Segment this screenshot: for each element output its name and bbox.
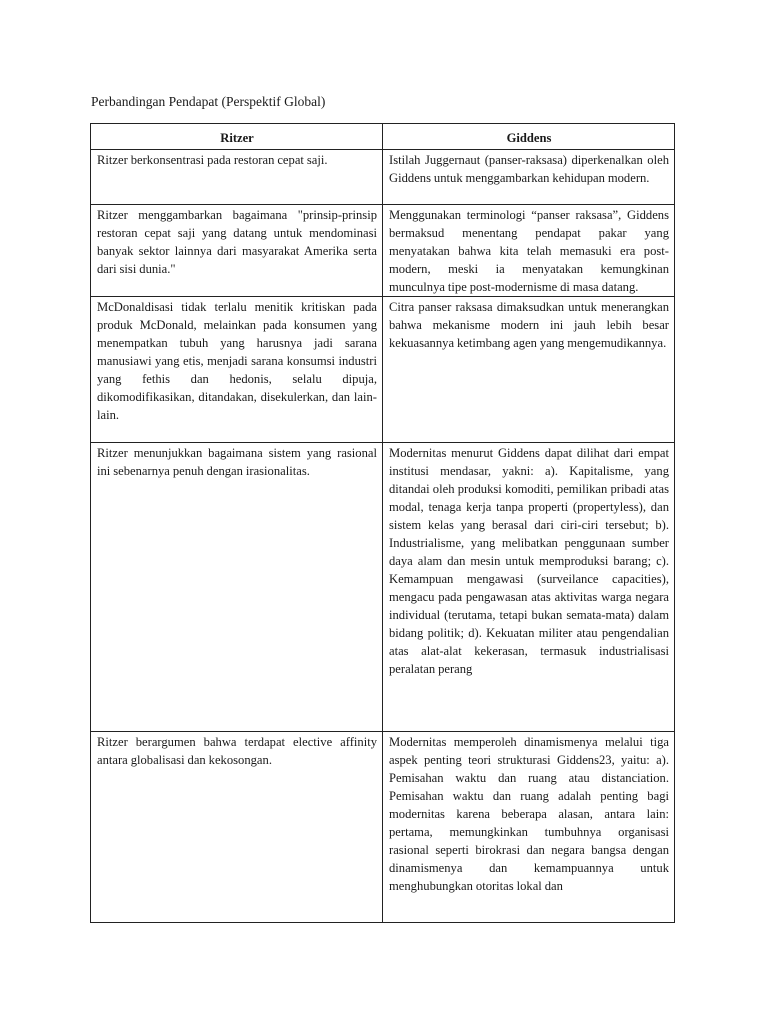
header-giddens: Giddens bbox=[383, 124, 675, 150]
table-row bbox=[91, 205, 675, 297]
cell-ritzer: McDonaldisasi tidak terlalu menitik kritiskan pada produk McDonald, melainkan pada konsumen yang menempatkan tubuh yang harusnya jadi sarana manusiawi yang etis, menjadi sarana konsumsi industri yang fethis dan hedonis, selalu dipuja, dikomodifikasikan, ditandakan, disekulerkan, dan lain-lain. bbox=[91, 297, 383, 443]
table-header-row bbox=[91, 124, 675, 150]
comparison-table bbox=[90, 123, 675, 923]
cell-ritzer-text: Ritzer berargumen bahwa terdapat elective affinity antara globalisasi dan kekosongan. bbox=[97, 735, 377, 767]
table-row bbox=[91, 732, 675, 923]
table-row bbox=[91, 297, 675, 443]
cell-giddens: Modernitas menurut Giddens dapat dilihat dari empat institusi mendasar, yakni: a). Kapitalisme, yang ditandai oleh produksi komoditi, pemilikan pribadi atas modal, tenaga kerja tanpa properti (propertyless), dan sistem kelas yang berasal dari ciri-ciri tersebut; b). Industrialisme, yang melibatkan penggunaan sumber daya alam dan mesin untuk memproduksi barang; c). Kemampuan mengawasi (surveilance capacities), mengacu pada pengawasan atas aktivitas warga negara individual (terutama, tetapi bukan semata-mata) dalam bidang politik; d). Kekuatan militer atau pengendalian atas alat-alat kekerasan, termasuk industrialisasi peralatan perang bbox=[383, 443, 675, 732]
cell-ritzer: Ritzer menunjukkan bagaimana sistem yang rasional ini sebenarnya penuh dengan irasionalitas. bbox=[91, 443, 383, 732]
cell-ritzer: Ritzer berkonsentrasi pada restoran cepat saji. bbox=[91, 150, 383, 205]
cell-giddens bbox=[383, 732, 675, 923]
cell-giddens: Citra panser raksasa dimaksudkan untuk menerangkan bahwa mekanisme modern ini jauh lebih besar kekuasannya ketimbang agen yang mengemudikannya. bbox=[383, 297, 675, 443]
header-ritzer: Ritzer bbox=[91, 124, 383, 150]
page-title: Perbandingan Pendapat (Perspektif Global) bbox=[91, 94, 326, 109]
table-row bbox=[91, 443, 675, 732]
table-row bbox=[91, 150, 675, 205]
cell-giddens: Menggunakan terminologi “panser raksasa”, Giddens bermaksud menentang pendapat pakar yang menyatakan bahwa kita telah memasuki era post-modern, meski ia menyatakan kemungkinan munculnya tipe post-modernisme di masa datang. bbox=[383, 205, 675, 297]
cell-ritzer: Ritzer menggambarkan bagaimana "prinsip-prinsip restoran cepat saji yang datang untuk mendominasi banyak sektor lainnya dari masyarakat Amerika serta dari sisi dunia." bbox=[91, 205, 383, 297]
cell-giddens-text: Modernitas memperoleh dinamismenya melalui tiga aspek penting teori strukturasi Giddens23, yaitu: a). Pemisahan waktu dan ruang atau distanciation. Pemisahan waktu dan ruang adalah penting bagi modernitas karena beberapa alasan, antara lain: pertama, memungkinkan tumbuhnya organisasi rasional seperti birokrasi dan negara bangsa dengan dinamismenya dan kemampuannya untuk menghubungkan otoritas lokal dan bbox=[389, 735, 669, 893]
cell-giddens: Istilah Juggernaut (panser-raksasa) diperkenalkan oleh Giddens untuk menggambarkan kehidupan modern. bbox=[383, 150, 675, 205]
cell-ritzer bbox=[91, 732, 383, 923]
